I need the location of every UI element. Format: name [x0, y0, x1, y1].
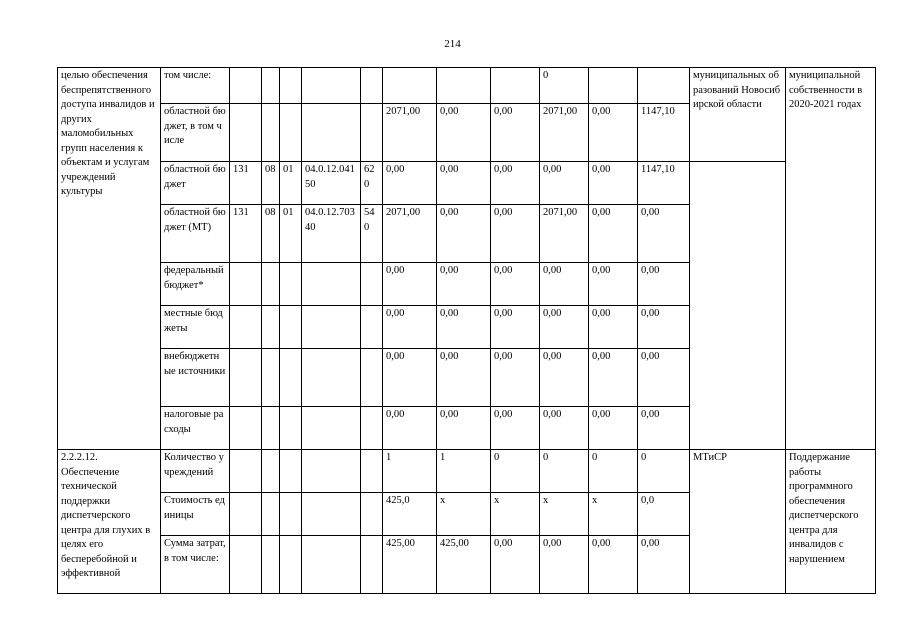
value-cell [302, 349, 361, 407]
value-cell [262, 306, 280, 349]
value-cell: 01 [280, 205, 302, 263]
value-cell: 2071,00 [383, 104, 437, 162]
value-cell: х [491, 493, 540, 536]
value-cell: 425,00 [383, 536, 437, 594]
value-cell: 0,00 [491, 536, 540, 594]
value-cell [302, 68, 361, 104]
result-cell: Поддержание работы программного обеспечения диспетчерского центра для инвалидов с нарушением [786, 450, 876, 594]
value-cell [302, 306, 361, 349]
value-cell: 0,00 [589, 407, 638, 450]
value-cell [280, 450, 302, 493]
indicator-cell: Сумма затрат, в том числе: [161, 536, 230, 594]
value-cell: 08 [262, 162, 280, 205]
value-cell [262, 536, 280, 594]
value-cell: 08 [262, 205, 280, 263]
value-cell: 620 [361, 162, 383, 205]
table-row [58, 162, 876, 205]
value-cell [302, 450, 361, 493]
executor-cell: муниципальных образований Новосибирской области [690, 68, 786, 162]
value-cell: 0,00 [589, 349, 638, 407]
indicator-cell: областной бюджет, в том числе [161, 104, 230, 162]
value-cell: 0,00 [437, 162, 491, 205]
value-cell: 0,00 [491, 104, 540, 162]
value-cell: 0,00 [638, 407, 690, 450]
value-cell [361, 450, 383, 493]
value-cell [262, 349, 280, 407]
value-cell [280, 306, 302, 349]
indicator-cell: Количество учреждений [161, 450, 230, 493]
value-cell [361, 263, 383, 306]
value-cell: 0,00 [638, 263, 690, 306]
value-cell [230, 349, 262, 407]
value-cell: 0,00 [540, 306, 589, 349]
activity-name-cell: 2.2.2.12. Обеспечение технической поддержки диспетчерского центра для глухих в целях его бесперебойной и эффективной [58, 450, 161, 594]
value-cell [302, 263, 361, 306]
value-cell: 0,00 [437, 349, 491, 407]
value-cell: 0 [589, 450, 638, 493]
value-cell: 0,00 [638, 536, 690, 594]
value-cell [361, 493, 383, 536]
value-cell [361, 349, 383, 407]
value-cell [230, 493, 262, 536]
value-cell: 540 [361, 205, 383, 263]
value-cell [230, 68, 262, 104]
value-cell: 2071,00 [383, 205, 437, 263]
value-cell: 1147,10 [638, 162, 690, 205]
value-cell: 0,00 [638, 306, 690, 349]
value-cell [230, 306, 262, 349]
value-cell [280, 407, 302, 450]
value-cell [262, 263, 280, 306]
executor-cell: МТиСР [690, 450, 786, 594]
value-cell: х [540, 493, 589, 536]
value-cell [280, 104, 302, 162]
value-cell: 1 [383, 450, 437, 493]
value-cell: 2071,00 [540, 104, 589, 162]
value-cell [230, 450, 262, 493]
value-cell: 0 [638, 450, 690, 493]
indicator-cell: федеральный бюджет* [161, 263, 230, 306]
value-cell: 0,00 [540, 162, 589, 205]
value-cell: 0,00 [540, 263, 589, 306]
value-cell [302, 407, 361, 450]
indicator-cell: областной бюджет [161, 162, 230, 205]
value-cell: 1147,10 [638, 104, 690, 162]
executor-cell [690, 162, 786, 450]
indicator-cell: областной бюджет (МТ) [161, 205, 230, 263]
value-cell: 0,00 [491, 349, 540, 407]
table-row [58, 68, 876, 104]
value-cell: 425,00 [437, 536, 491, 594]
value-cell: 04.0.12.04150 [302, 162, 361, 205]
value-cell: 0,00 [589, 205, 638, 263]
value-cell [361, 68, 383, 104]
value-cell [361, 536, 383, 594]
value-cell: 131 [230, 205, 262, 263]
value-cell: 0 [491, 450, 540, 493]
program-table [57, 67, 876, 594]
value-cell: 0,00 [437, 205, 491, 263]
indicator-cell: внебюджетные источники [161, 349, 230, 407]
value-cell: 2071,00 [540, 205, 589, 263]
value-cell: 0 [540, 68, 589, 104]
value-cell: 0,00 [491, 407, 540, 450]
value-cell: 0,00 [638, 349, 690, 407]
value-cell [361, 407, 383, 450]
value-cell [302, 536, 361, 594]
value-cell: х [437, 493, 491, 536]
value-cell: 04.0.12.70340 [302, 205, 361, 263]
value-cell [437, 68, 491, 104]
value-cell: 0 [540, 450, 589, 493]
value-cell: 0,00 [589, 162, 638, 205]
value-cell: 0,00 [437, 263, 491, 306]
value-cell: 0,00 [383, 263, 437, 306]
value-cell: 0,00 [540, 407, 589, 450]
value-cell: 0,00 [540, 349, 589, 407]
value-cell: 0,00 [383, 162, 437, 205]
indicator-cell: Стоимость единицы [161, 493, 230, 536]
value-cell: 425,0 [383, 493, 437, 536]
value-cell [491, 68, 540, 104]
value-cell: 0,00 [383, 306, 437, 349]
value-cell [383, 68, 437, 104]
value-cell: 0,00 [437, 104, 491, 162]
value-cell [280, 263, 302, 306]
value-cell [302, 104, 361, 162]
value-cell: 0,00 [540, 536, 589, 594]
value-cell [280, 68, 302, 104]
value-cell: 0,00 [589, 536, 638, 594]
value-cell: 0,00 [491, 205, 540, 263]
value-cell: 0,00 [437, 306, 491, 349]
result-cell: муниципальной собственности в 2020-2021 годах [786, 68, 876, 450]
value-cell: 0,0 [638, 493, 690, 536]
table-row [58, 450, 876, 493]
value-cell [230, 536, 262, 594]
value-cell: 131 [230, 162, 262, 205]
value-cell: 01 [280, 162, 302, 205]
value-cell [280, 493, 302, 536]
value-cell [230, 407, 262, 450]
value-cell [262, 407, 280, 450]
page-number: 214 [444, 38, 461, 50]
value-cell: 0,00 [491, 263, 540, 306]
value-cell [361, 104, 383, 162]
indicator-cell: налоговые расходы [161, 407, 230, 450]
value-cell: 0,00 [491, 306, 540, 349]
value-cell: 0,00 [589, 104, 638, 162]
value-cell [638, 68, 690, 104]
value-cell [262, 104, 280, 162]
value-cell [280, 349, 302, 407]
value-cell: 0,00 [383, 407, 437, 450]
value-cell: 0,00 [383, 349, 437, 407]
value-cell: х [589, 493, 638, 536]
value-cell: 0,00 [589, 263, 638, 306]
value-cell: 0,00 [491, 162, 540, 205]
value-cell [262, 450, 280, 493]
value-cell [589, 68, 638, 104]
indicator-cell: том числе: [161, 68, 230, 104]
value-cell [302, 493, 361, 536]
value-cell: 0,00 [437, 407, 491, 450]
value-cell [262, 493, 280, 536]
value-cell [230, 263, 262, 306]
value-cell: 1 [437, 450, 491, 493]
value-cell [262, 68, 280, 104]
value-cell [280, 536, 302, 594]
value-cell [361, 306, 383, 349]
activity-name-cell: целью обеспечения беспрепятственного доступа инвалидов и других маломобильных групп населения к объектам и услугам учреждений культуры [58, 68, 161, 450]
value-cell: 0,00 [638, 205, 690, 263]
indicator-cell: местные бюджеты [161, 306, 230, 349]
value-cell [230, 104, 262, 162]
value-cell: 0,00 [589, 306, 638, 349]
